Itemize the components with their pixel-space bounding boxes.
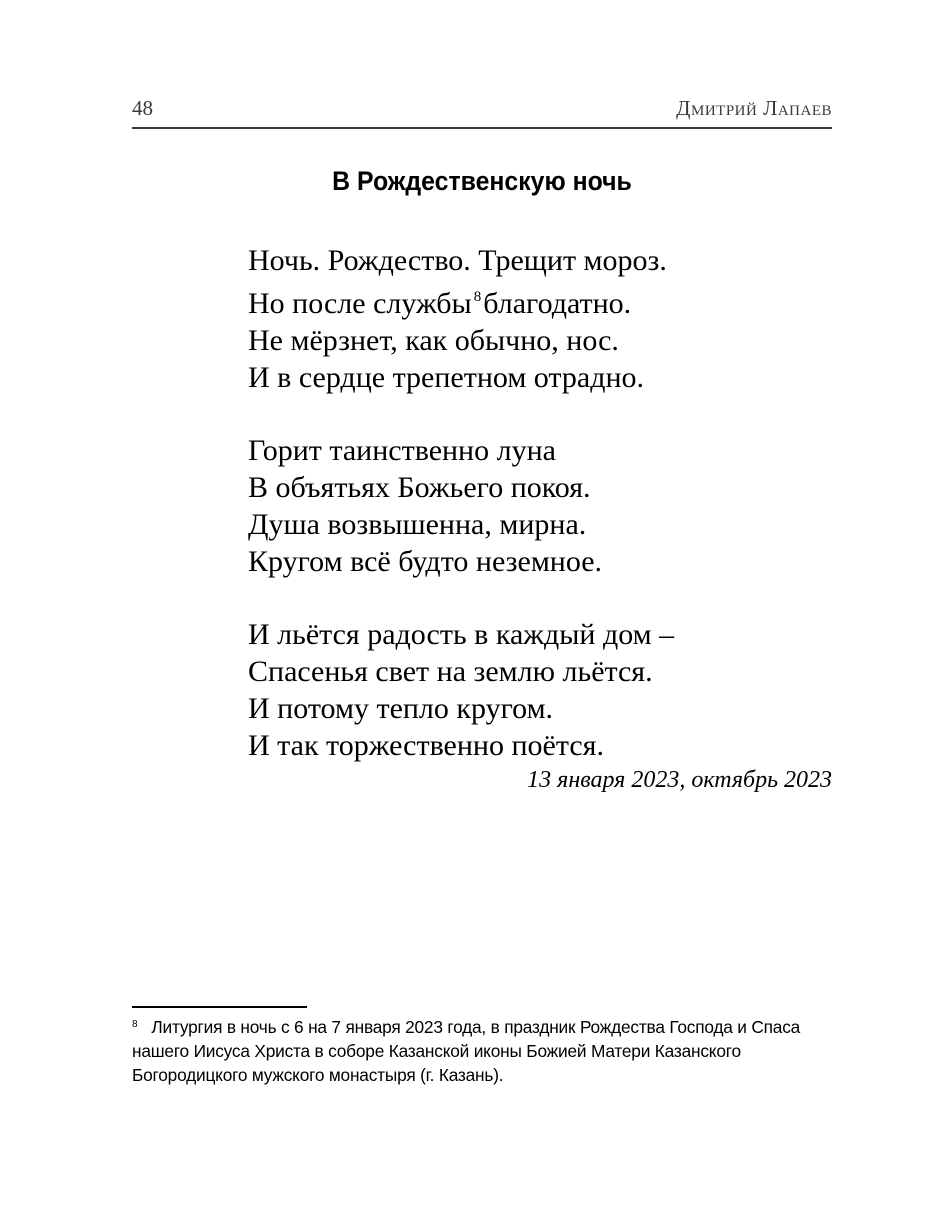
page-number: 48 <box>132 96 153 120</box>
poem-line: Спасенья свет на землю льётся. <box>248 655 653 688</box>
footnote-reference[interactable]: 8 <box>473 289 482 305</box>
footnote-divider <box>132 1006 307 1008</box>
poem-line: В объятьях Божьего покоя. <box>248 471 591 504</box>
footnote <box>132 1013 832 1087</box>
poem-line: И в сердце трепетном отрадно. <box>248 361 645 394</box>
poem-line: Горит таинственно луна <box>248 434 556 467</box>
stanza-2 <box>248 432 674 580</box>
footnote-number: 8 <box>132 1019 138 1030</box>
poem-line: И так торжественно поётся. <box>248 729 604 762</box>
poem-body <box>248 242 674 800</box>
running-header-author: Дмитрий Лапаев <box>676 96 832 120</box>
stanza-3 <box>248 616 674 764</box>
poem-date: 13 января 2023, октябрь 2023 <box>527 767 832 793</box>
footnote-text: Литургия в ночь с 6 на 7 января 2023 года, в праздник Рождества Господа и Спаса нашего Иисуса Христа в соборе Казанской иконы Божией Матери Казанского Богородицкого мужского монастыря (г. Казань). <box>132 1017 801 1085</box>
poem-line: Кругом всё будто неземное. <box>248 545 603 578</box>
header-divider <box>132 127 832 129</box>
poem-line-text: Но после службы <box>248 287 472 320</box>
poem-line <box>248 279 674 322</box>
poem-title: В Рождественскую ночь <box>332 166 632 196</box>
poem-line-text: благодатно. <box>483 287 632 320</box>
poem-line: И льётся радость в каждый дом – <box>248 618 675 651</box>
poem-line: Не мёрзнет, как обычно, нос. <box>248 324 619 357</box>
poem-line: Душа возвышенна, мирна. <box>248 508 587 541</box>
running-header <box>132 94 832 126</box>
poem-line: И потому тепло кругом. <box>248 692 554 725</box>
poem-line: Ночь. Рождество. Трещит мороз. <box>248 244 667 277</box>
stanza-1 <box>248 242 674 396</box>
